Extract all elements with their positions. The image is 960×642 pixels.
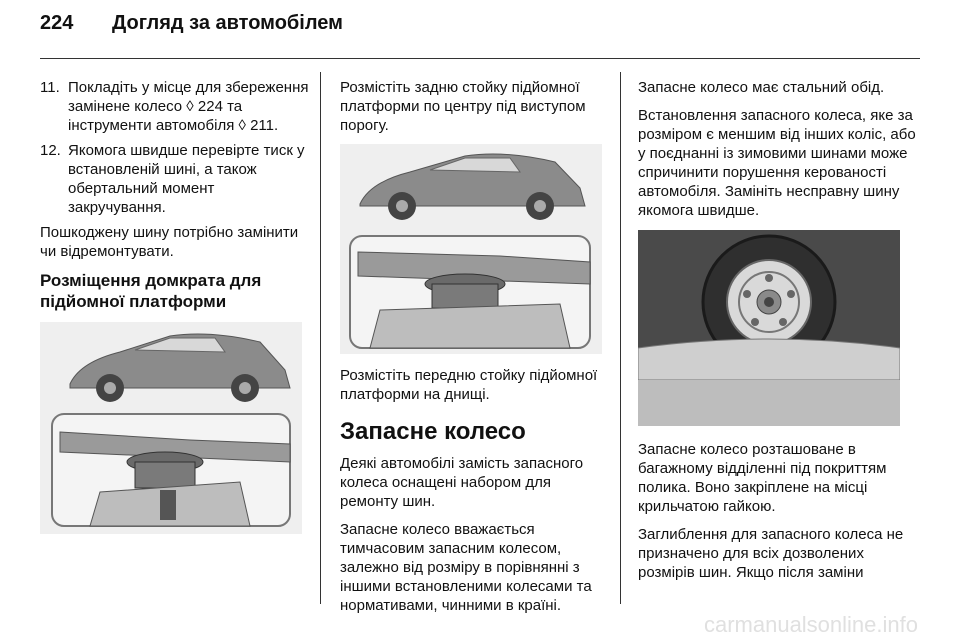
paragraph: Пошкоджену шину потрібно замінити чи відремонтувати. xyxy=(40,224,299,260)
column-1 xyxy=(40,78,310,534)
spare-wheel-illustration xyxy=(638,230,900,426)
page-header xyxy=(40,12,343,35)
car-lift-rear-illustration xyxy=(40,322,302,534)
list-item-11 xyxy=(40,78,310,135)
header-rule xyxy=(40,58,920,59)
column-3 xyxy=(638,78,920,591)
paragraph: Заглиблення для запасного колеса не призначено для всіх дозволених розмірів шин. Якщо після заміни xyxy=(638,526,904,581)
page-title: Догляд за автомобілем xyxy=(112,12,343,34)
paragraph: Деякі автомобілі замість запасного колеса оснащені набором для ремонту шин. xyxy=(340,455,584,510)
column-2 xyxy=(340,78,610,624)
list-number: 12. xyxy=(40,142,61,159)
paragraph: Запасне колесо вважається тимчасовим запасним колесом, залежно від розміру в порівнянні з іншими встановленими колесами та нормативами, чинними в країні. xyxy=(340,521,592,614)
paragraph: Встановлення запасного колеса, яке за розміром є меншим від інших коліс, або у поєднанні із зимовими шинами може спричинити порушення керованості автомобіля. Замініть несправну шину якомога швидше. xyxy=(638,107,916,219)
list-item-12 xyxy=(40,141,310,217)
section-heading: Запасне колесо xyxy=(340,418,526,445)
paragraph: Розмістіть передню стойку підйомної платформи на днищі. xyxy=(340,367,598,403)
section-heading: Розміщення домкрата для підйомної платформи xyxy=(40,271,262,311)
paragraph: Розмістіть задню стойку підйомної платформи по центру під виступом порогу. xyxy=(340,79,586,134)
list-number: 11. xyxy=(40,79,60,96)
paragraph: Запасне колесо розташоване в багажному відділенні під покриттям полика. Воно закріплене на місці крильчатою гайкою. xyxy=(638,441,887,515)
paragraph: Запасне колесо має стальний обід. xyxy=(638,79,885,96)
list-text: Покладіть у місце для збереження замінене колесо ◊ 224 та інструменти автомобіля ◊ 211. xyxy=(68,79,309,134)
page-number: 224 xyxy=(40,12,74,34)
car-lift-front-illustration xyxy=(340,144,602,354)
column-divider-1 xyxy=(320,72,321,604)
column-divider-2 xyxy=(620,72,621,604)
list-text: Якомога швидше перевірте тиск у встановленій шині, а також обертальний момент закручування. xyxy=(68,142,305,216)
watermark-text: carmanualsonline.info xyxy=(703,612,918,637)
